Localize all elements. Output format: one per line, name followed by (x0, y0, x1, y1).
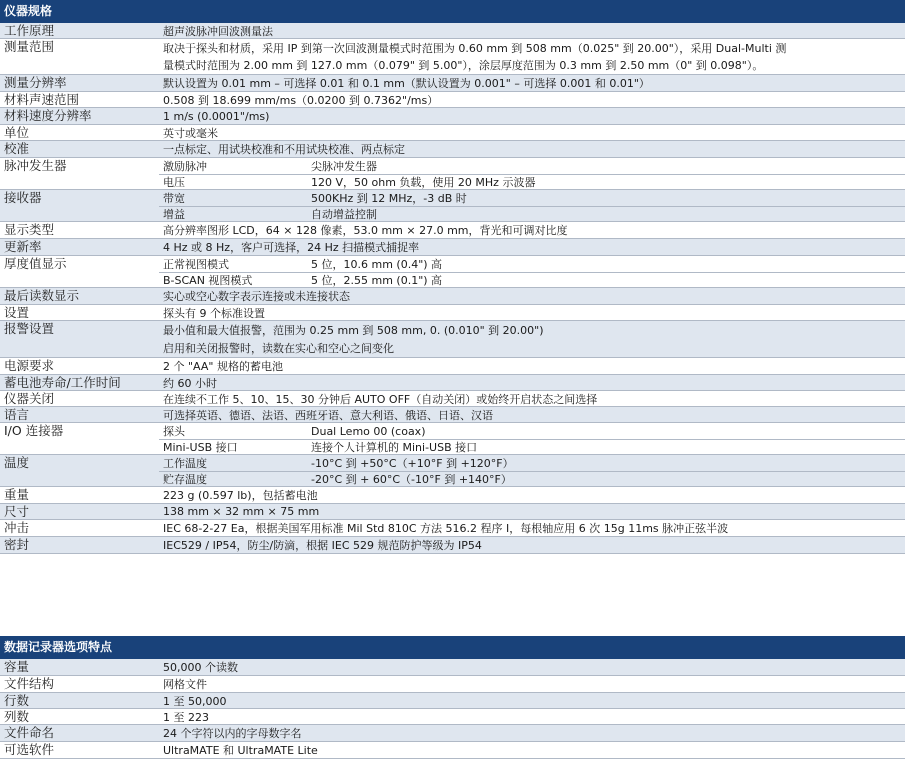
spec-value: 2 个 "AA" 规格的蓄电池 (163, 360, 283, 373)
spec-label: 文件命名 (4, 725, 55, 740)
spec-sub-table (159, 158, 905, 189)
spec-value: IEC529 / IP54，防尘/防滴，根据 IEC 529 规范防护等级为 IP54 (163, 539, 482, 552)
spec-value-multiline (159, 321, 905, 357)
spec-sub-row (159, 272, 905, 287)
spec-value: 4 Hz 或 8 Hz，客户可选择，24 Hz 扫描模式捕捉率 (163, 241, 420, 254)
spec-label: 文件结构 (4, 676, 55, 691)
spec-label: 可选软件 (4, 742, 55, 757)
spec-label: 仪器关闭 (4, 391, 55, 406)
spec-label: 材料声速范围 (4, 92, 80, 107)
spec-value: 1 m/s (0.0001"/ms) (163, 109, 270, 123)
spec-sub-key: 带宽 (163, 192, 185, 205)
spec-row (0, 158, 905, 190)
spec-value: IEC 68-2-27 Ea，根据美国军用标准 Mil Std 810C 方法 516.2 程序 I，每根轴应用 6 次 15g 11ms 脉冲正弦半波 (163, 522, 729, 535)
spec-sub-row (159, 439, 905, 454)
spec-value: 223 g (0.597 lb)，包括蓄电池 (163, 489, 318, 502)
spec-label: 电源要求 (4, 358, 55, 373)
spec-label: 设置 (4, 305, 30, 320)
spec-row (0, 305, 905, 321)
spec-row (0, 520, 905, 537)
spec-sub-row (159, 256, 905, 272)
spec-sub-key: 激励脉冲 (163, 160, 207, 173)
spec-row (0, 709, 905, 725)
spec-row (0, 141, 905, 158)
spec-label: 更新率 (4, 239, 42, 254)
spec-label: 厚度值显示 (4, 256, 67, 271)
spec-row (0, 222, 905, 239)
spec-row (0, 742, 905, 759)
spec-value: 默认设置为 0.01 mm – 可选择 0.01 和 0.1 mm（默认设置为 0.001" – 可选择 0.001 和 0.01"） (163, 77, 650, 90)
spec-label: 显示类型 (4, 222, 55, 237)
spec-label: 工作原理 (4, 23, 55, 38)
spec-row (0, 725, 905, 742)
spec-value: 1 至 50,000 (163, 694, 227, 708)
spec-row (0, 455, 905, 487)
spec-label: 校准 (4, 141, 30, 156)
spec-sub-row (159, 206, 905, 221)
spec-label: 重量 (4, 487, 30, 502)
spec-sub-key: B-SCAN 视图模式 (163, 274, 253, 287)
spec-value-line: 取决于探头和材质，采用 IP 到第一次回波测量模式时范围为 0.60 mm 到 508 mm（0.025" 到 20.00"），采用 Dual-Multi 测 (163, 41, 787, 55)
spec-sub-row (159, 471, 905, 486)
spec-value: 约 60 小时 (163, 376, 217, 390)
spec-value: 超声波脉冲回波测量法 (163, 24, 273, 38)
spec-label: 温度 (4, 455, 30, 470)
spec-label: 蓄电池寿命/工作时间 (4, 375, 121, 390)
spec-label: 容量 (4, 659, 30, 674)
spec-row (0, 321, 905, 358)
spec-label: 列数 (4, 709, 30, 724)
spec-row (0, 92, 905, 108)
spec-value: 24 个字符以内的字母数字名 (163, 727, 302, 740)
spec-value: 50,000 个读数 (163, 661, 238, 674)
spec-label: 测量范围 (4, 39, 55, 54)
spec-row (0, 504, 905, 520)
spec-label: 密封 (4, 537, 30, 552)
spec-row (0, 407, 905, 423)
spec-row (0, 659, 905, 676)
spec-row (0, 39, 905, 75)
data-logger-rows (0, 659, 905, 759)
spec-label: I/O 连接器 (4, 423, 64, 438)
spec-value: 高分辨率图形 LCD，64 × 128 像素，53.0 mm × 27.0 mm，背光和可调对比度 (163, 224, 568, 237)
spec-sub-value: 连接个人计算机的 Mini-USB 接口 (311, 441, 478, 454)
spec-label: 单位 (4, 125, 30, 140)
spec-value: 138 mm × 32 mm × 75 mm (163, 505, 320, 518)
spec-row (0, 537, 905, 554)
spec-label: 材料速度分辨率 (4, 108, 92, 123)
spec-sub-table (159, 423, 905, 454)
spec-label: 最后读数显示 (4, 288, 80, 303)
spec-value: 1 至 223 (163, 710, 209, 724)
instrument-specs-header: 仪器规格 (0, 0, 905, 23)
spec-sub-key: 探头 (163, 425, 185, 438)
spec-label: 报警设置 (4, 321, 55, 336)
spec-row (0, 487, 905, 504)
spec-value: 0.508 到 18.699 mm/ms（0.0200 到 0.7362"/ms） (163, 93, 439, 107)
spec-value: 英寸或毫米 (163, 126, 218, 140)
spec-sub-row (159, 158, 905, 174)
spec-sub-key: 工作温度 (163, 457, 207, 470)
spec-sub-value: 5 位，10.6 mm (0.4") 高 (311, 258, 443, 271)
spec-value-line: 量模式时范围为 2.00 mm 到 127.0 mm（0.079" 到 5.00"），涂层厚度范围为 0.3 mm 到 2.50 mm（0" 到 0.098"）。 (163, 58, 764, 72)
spec-sub-value: 5 位，2.55 mm (0.1") 高 (311, 274, 443, 287)
spec-row (0, 375, 905, 391)
spec-value-line: 最小值和最大值报警，范围为 0.25 mm 到 508 mm, 0. (0.010" 到 20.00") (163, 324, 544, 337)
spec-sub-value: -10°C 到 +50°C（+10°F 到 +120°F） (311, 457, 514, 470)
data-logger-table (0, 636, 905, 759)
spec-sub-key: 贮存温度 (163, 473, 207, 486)
spec-label: 接收器 (4, 190, 42, 205)
spec-row (0, 75, 905, 92)
spec-row (0, 423, 905, 455)
spec-value: 网格文件 (163, 678, 207, 691)
spec-sub-key: Mini-USB 接口 (163, 441, 238, 454)
spec-sub-value: 自动增益控制 (311, 208, 377, 221)
spec-row (0, 256, 905, 288)
spec-row (0, 108, 905, 125)
spec-label: 尺寸 (4, 504, 30, 519)
spec-label: 脉冲发生器 (4, 158, 67, 173)
spec-value-multiline (159, 39, 905, 74)
spec-row (0, 190, 905, 222)
spec-value: 在连续不工作 5、10、15、30 分钟后 AUTO OFF（自动关闭）或始终开启状态之间选择 (163, 392, 598, 406)
spec-sub-value: Dual Lemo 00 (coax) (311, 424, 426, 438)
spec-row (0, 391, 905, 407)
instrument-specs-rows (0, 23, 905, 554)
spec-value: 探头有 9 个标准设置 (163, 306, 265, 320)
spec-sub-value: 500KHz 到 12 MHz，-3 dB 时 (311, 192, 467, 205)
spec-sub-value: 120 V，50 ohm 负载，使用 20 MHz 示波器 (311, 176, 536, 189)
spec-sub-key: 正常视图模式 (163, 258, 229, 271)
spec-row (0, 693, 905, 709)
spec-value-line: 启用和关闭报警时，读数在实心和空心之间变化 (163, 342, 394, 355)
spec-label: 冲击 (4, 520, 30, 535)
spec-sub-key: 电压 (163, 176, 185, 189)
spec-row (0, 23, 905, 39)
spec-sub-row (159, 174, 905, 189)
spec-sub-table (159, 190, 905, 221)
spec-label: 语言 (4, 407, 30, 422)
spec-row (0, 676, 905, 693)
spec-sub-row (159, 455, 905, 471)
spec-sub-value: 尖脉冲发生器 (311, 160, 377, 173)
spec-row (0, 358, 905, 375)
spec-sub-row (159, 190, 905, 206)
data-logger-header: 数据记录器选项特点 (0, 636, 905, 659)
spec-row (0, 239, 905, 256)
spec-sub-table (159, 256, 905, 287)
spec-label: 测量分辨率 (4, 75, 67, 90)
spec-value: UltraMATE 和 UltraMATE Lite (163, 744, 318, 757)
spec-sub-value: -20°C 到 + 60°C（-10°F 到 +140°F） (311, 473, 512, 486)
spec-row (0, 288, 905, 305)
spec-value: 一点标定、用试块校准和不用试块校准、两点标定 (163, 143, 405, 156)
spec-value: 可选择英语、德语、法语、西班牙语、意大利语、俄语、日语、汉语 (163, 408, 493, 422)
spec-row (0, 125, 905, 141)
spec-label: 行数 (4, 693, 30, 708)
spec-sub-key: 增益 (163, 208, 185, 221)
spec-sub-row (159, 423, 905, 439)
spec-value: 实心或空心数字表示连接或未连接状态 (163, 290, 350, 303)
spec-sub-table (159, 455, 905, 486)
